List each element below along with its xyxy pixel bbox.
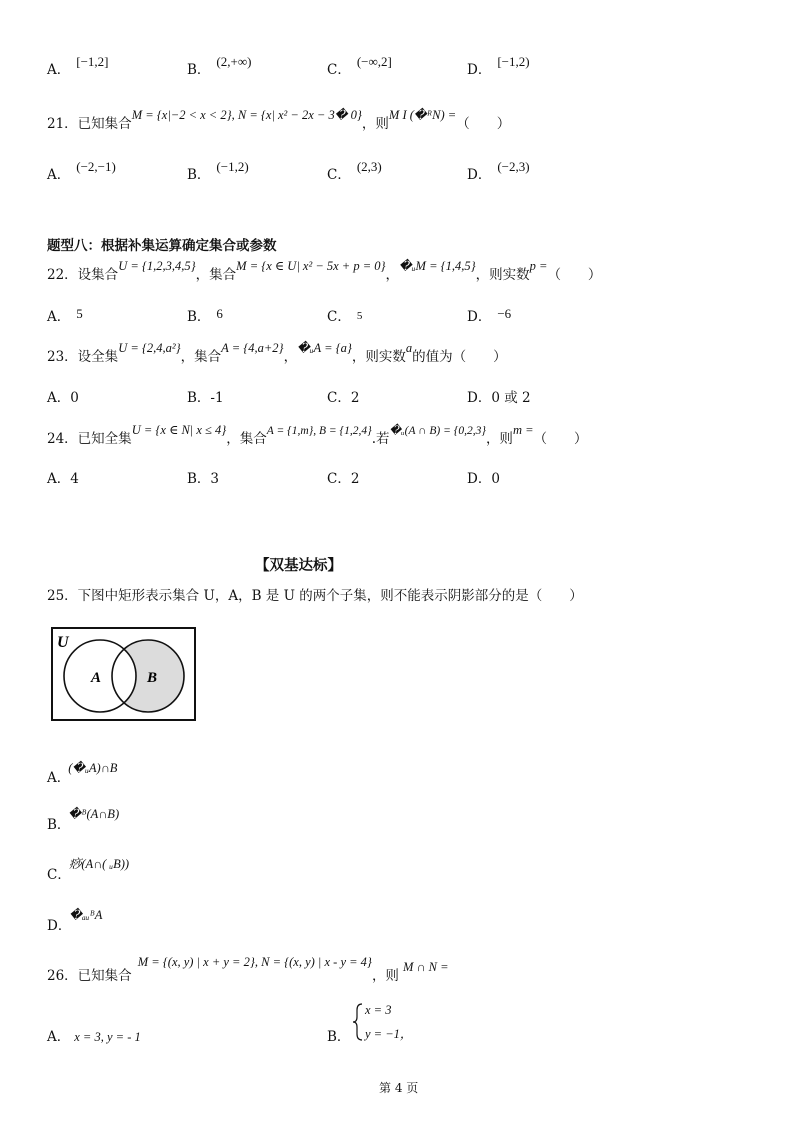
- q23-math2: A = {4,a+2}: [221, 341, 284, 355]
- q24-math2: A = {1,m}, B = {1,2,4}: [266, 425, 372, 437]
- option-value: (−∞,2]: [356, 54, 392, 69]
- q24-option-a: [47, 467, 79, 487]
- option-value: 5: [356, 310, 363, 322]
- q23-comma: ，: [283, 349, 298, 365]
- option-label: B．: [187, 471, 211, 487]
- option-label: C．: [327, 309, 351, 325]
- q22-option-d: [467, 305, 511, 325]
- q24-number: 24．已知全集: [47, 431, 132, 447]
- option-value: (−1,2): [216, 159, 249, 174]
- q26-number: 26．已知集合: [47, 968, 132, 984]
- option-label: C．: [327, 62, 351, 78]
- q25-option-c: [47, 852, 130, 883]
- option-label: B．: [187, 167, 211, 183]
- q22-math3: �ᵤM = {1,4,5}: [399, 259, 476, 273]
- q23-option-b: [187, 386, 224, 406]
- option-label: A．: [47, 62, 71, 78]
- venn-label-u: U: [57, 634, 69, 651]
- q23-math1: U = {2,4,a²}: [118, 341, 181, 355]
- q23-option-c: [327, 386, 359, 406]
- q24-math3: �ᵤ(A ∩ B) = {0,2,3}: [389, 425, 486, 437]
- q26-option-a: [47, 1025, 141, 1045]
- q21-option-a: [47, 159, 116, 183]
- option-value: -1: [210, 390, 224, 406]
- q23-stem: [47, 341, 507, 365]
- q23-math4: a: [405, 341, 413, 355]
- q22-paren: （ ）: [547, 267, 602, 283]
- option-label: D．: [467, 390, 492, 406]
- option-value: 0: [70, 390, 79, 406]
- q23-number: 23．设全集: [47, 349, 119, 365]
- q21-number: 21．已知集合: [47, 116, 132, 132]
- option-label: A．: [47, 390, 71, 406]
- option-value: �ᴮ(A∩B): [68, 807, 120, 821]
- option-label: A．: [47, 471, 71, 487]
- q24-tail: ，则: [485, 431, 513, 447]
- option-value: [−1,2): [497, 54, 530, 69]
- q20-option-c: [327, 54, 392, 78]
- option-label: A．: [47, 1029, 71, 1045]
- section-title-double-basics: 【双基达标】: [255, 558, 342, 574]
- q21-math2: M I (�ᴿN) =: [388, 108, 457, 122]
- q22-mid: ，集合: [195, 267, 237, 283]
- option-value: 痧(A∩( ᵤB)): [68, 857, 130, 871]
- q23-mid: ，集合: [180, 349, 222, 365]
- q20-option-a: [47, 54, 109, 78]
- option-value: (−2,−1): [76, 159, 116, 174]
- option-label: C．: [327, 471, 351, 487]
- option-label: A．: [47, 770, 71, 786]
- option-label: A．: [47, 167, 71, 183]
- option-label: D．: [47, 918, 72, 934]
- option-value: 3: [210, 471, 220, 487]
- q22-tail: ，则实数: [475, 267, 530, 283]
- q26-math: M = {(x, y) | x + y = 2}, N = {(x, y) | x - y = 4}: [137, 955, 372, 969]
- q24-math4: m =: [512, 423, 534, 437]
- q23-tail: ，则实数: [351, 349, 406, 365]
- option-value: 6: [216, 306, 223, 321]
- q21-option-c: [327, 159, 382, 183]
- option-label: C．: [47, 867, 71, 883]
- option-value: (�ᵤA)∩B: [68, 761, 118, 775]
- q24-option-c: [327, 467, 359, 487]
- option-label: D．: [467, 309, 492, 325]
- q22-option-c: [327, 305, 362, 325]
- option-value: 2: [350, 390, 360, 406]
- option-value: 5: [76, 306, 83, 321]
- option-value: x = 3, y = - 1: [74, 1030, 141, 1044]
- q26-option-b-line2: y = −1，: [365, 1027, 413, 1041]
- q21-then: ，则: [361, 116, 389, 132]
- option-value: (2,3): [356, 159, 382, 174]
- q21-stem: [47, 108, 511, 132]
- option-value: 0: [491, 471, 500, 487]
- q22-option-a: [47, 305, 83, 325]
- q24-ruo: .若: [371, 431, 390, 447]
- option-value: �ₐᵤᴮA: [69, 908, 103, 922]
- page-footer: 第 4 页: [379, 1081, 419, 1095]
- q24-option-d: [467, 467, 500, 487]
- q23-tail2: 的值为（ ）: [412, 349, 507, 365]
- q22-stem: [47, 259, 602, 283]
- q20-option-d: [467, 54, 530, 78]
- option-value: 0 或 2: [491, 390, 531, 406]
- option-value: 2: [350, 471, 360, 487]
- venn-label-a: A: [91, 670, 102, 686]
- q22-math1: U = {1,2,3,4,5}: [118, 259, 196, 273]
- venn-diagram: [50, 626, 198, 722]
- option-label: B．: [187, 390, 211, 406]
- option-value: (−2,3): [497, 159, 530, 174]
- q26-then: ，则: [371, 968, 399, 984]
- option-value: [−1,2]: [76, 54, 109, 69]
- q25-option-d: [47, 903, 103, 934]
- q23-option-a: [47, 386, 79, 406]
- option-value: 4: [70, 471, 79, 487]
- option-label: D．: [467, 471, 492, 487]
- q22-option-b: [187, 305, 223, 325]
- q20-option-b: [187, 54, 252, 78]
- q26-option-b-line1: x = 3: [365, 1003, 392, 1017]
- option-value: (2,+∞): [216, 54, 252, 69]
- q21-paren: （ ）: [456, 116, 511, 132]
- q26-option-b-label: B．: [327, 1029, 351, 1045]
- option-label: C．: [327, 167, 351, 183]
- q25-option-a: [47, 756, 118, 786]
- q21-option-d: [467, 159, 530, 183]
- option-label: C．: [327, 390, 351, 406]
- q21-math: M = {x|−2 < x < 2}, N = {x| x² − 2x − 3� 0}: [131, 108, 362, 122]
- q22-math2: M = {x ∈ U| x² − 5x + p = 0}: [236, 259, 386, 273]
- option-label: B．: [187, 62, 211, 78]
- option-label: A．: [47, 309, 71, 325]
- q26-stem: [47, 955, 449, 984]
- option-label: D．: [467, 167, 492, 183]
- q23-math3: �ᵤA = {a}: [297, 341, 352, 355]
- q23-option-d: [467, 386, 531, 406]
- q22-math4: p =: [529, 259, 548, 273]
- q24-math1: U = {x ∈ N| x ≤ 4}: [131, 423, 227, 437]
- option-label: B．: [47, 817, 71, 833]
- q24-stem: [47, 423, 588, 447]
- q25-option-b: [47, 802, 120, 833]
- q24-option-b: [187, 467, 219, 487]
- q22-comma: ，: [385, 267, 400, 283]
- option-label: D．: [467, 62, 492, 78]
- q25-stem: 25．下图中矩形表示集合 U，A，B 是 U 的两个子集，则不能表示阴影部分的是（ ）: [47, 588, 583, 604]
- q22-number: 22．设集合: [47, 267, 119, 283]
- q24-paren: （ ）: [533, 431, 588, 447]
- brace-icon: [352, 1002, 366, 1042]
- q26-math2: M ∩ N =: [402, 960, 449, 974]
- option-value: −6: [497, 306, 512, 321]
- q24-mid: ，集合: [226, 431, 267, 447]
- q26-option-b-brace: [352, 1002, 366, 1042]
- venn-label-b: B: [147, 670, 158, 686]
- q21-option-b: [187, 159, 249, 183]
- option-label: B．: [187, 309, 211, 325]
- section-title-8: 题型八：根据补集运算确定集合或参数: [47, 238, 277, 254]
